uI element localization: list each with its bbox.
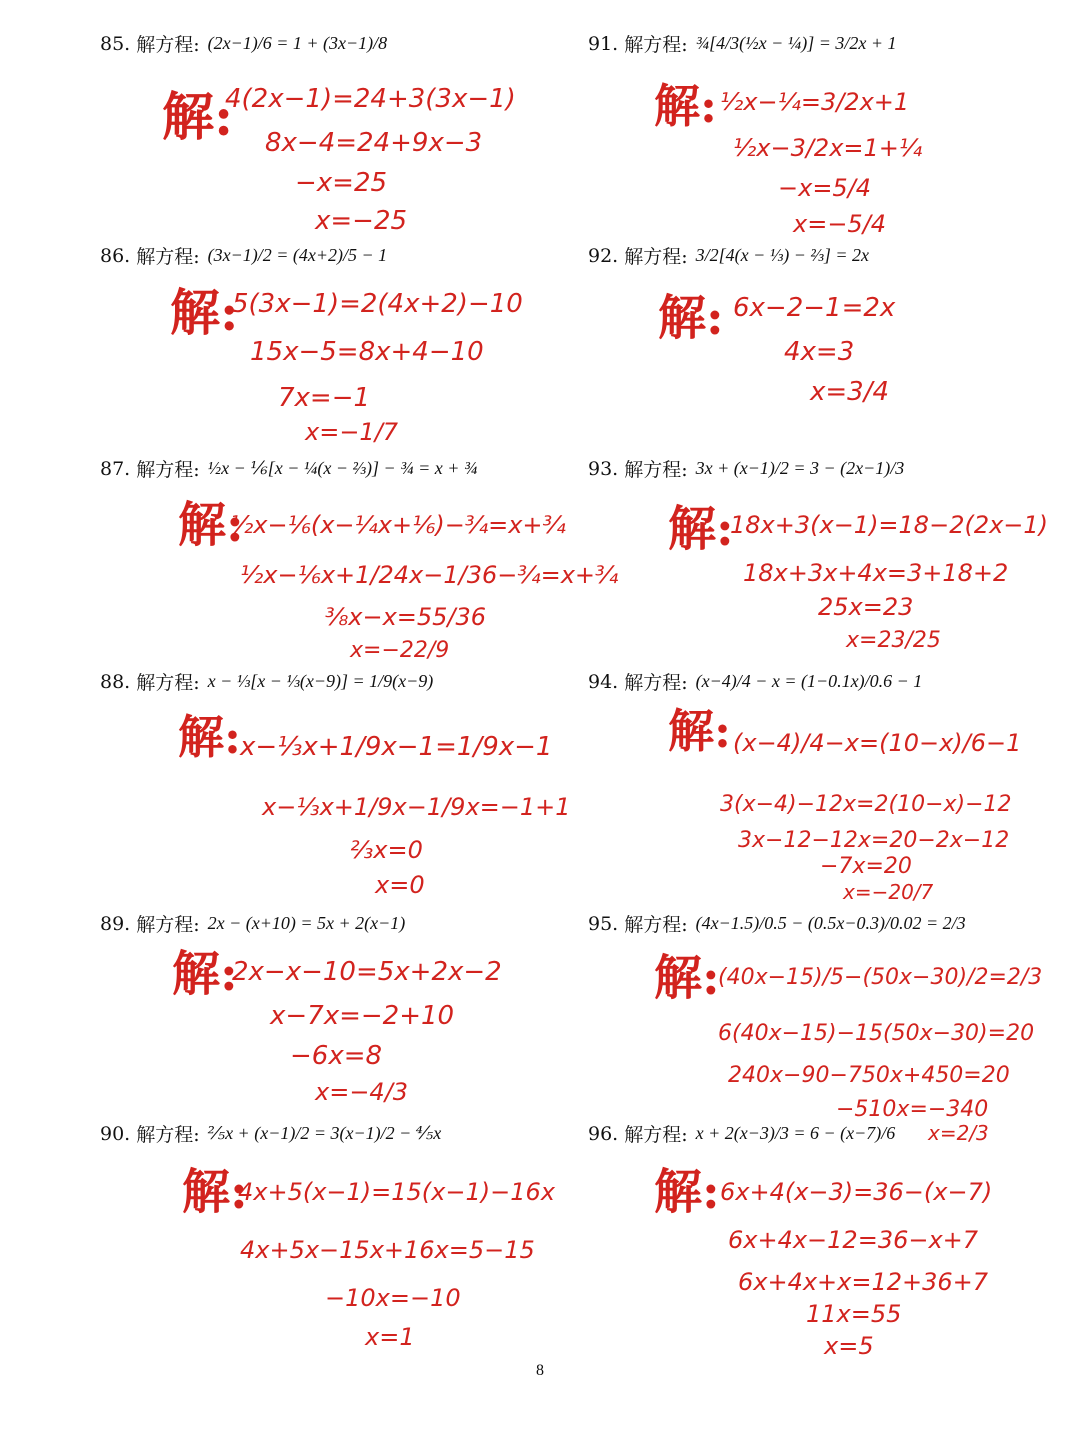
problem-header: [100, 668, 433, 695]
solution-step: 6x+4x+x=12+36+7: [738, 1268, 989, 1296]
problem-label: 解方程:: [624, 1124, 688, 1146]
solution-step: 25x=23: [818, 593, 914, 621]
solution-step: ½x−⅙x+1/24x−1/36−¾=x+¾: [240, 561, 619, 589]
problem-label: 解方程:: [136, 459, 200, 481]
solution-mark: 解:: [654, 79, 717, 133]
solution-step: 6x−2−1=2x: [733, 293, 896, 323]
problem-number: 92.: [588, 244, 619, 267]
solution-mark: 解:: [668, 501, 734, 557]
solution-step: −7x=20: [820, 854, 912, 879]
equation: ¾[4/3(½x − ¼)] = 3/2x + 1: [695, 33, 897, 53]
handwritten-solution: [100, 1150, 560, 1360]
equation: (3x−1)/2 = (4x+2)/5 − 1: [207, 245, 388, 265]
problem-header: [588, 910, 966, 937]
solution-step: ⅜x−x=55/36: [325, 603, 487, 631]
handwritten-solution: [588, 1150, 1048, 1360]
solution-step: (x−4)/4−x=(10−x)/6−1: [733, 729, 1022, 757]
solution-step: 5(3x−1)=2(4x+2)−10: [232, 289, 523, 319]
solution-step: x=0: [375, 871, 425, 899]
solution-mark: 解:: [170, 283, 239, 342]
solution-mark: 解:: [658, 290, 724, 346]
equation: ½x − ⅙[x − ¼(x − ⅔)] − ¾ = x + ¾: [207, 458, 478, 478]
page-number: 8: [536, 1362, 544, 1379]
problem-header: [588, 1120, 895, 1147]
solution-step: x=2/3: [928, 1121, 989, 1145]
problem-label: 解方程:: [136, 1124, 200, 1146]
solution-step: (40x−15)/5−(50x−30)/2=2/3: [718, 965, 1043, 990]
solution-step: x−⅓x+1/9x−1=1/9x−1: [240, 732, 553, 762]
problem-number: 89.: [100, 912, 131, 935]
solution-step: 18x+3x+4x=3+18+2: [743, 559, 1009, 587]
solution-mark: 解:: [162, 87, 234, 148]
solution-step: 3x−12−12x=20−2x−12: [738, 828, 1010, 853]
solution-mark: 解:: [178, 497, 244, 553]
problem-label: 解方程:: [624, 672, 688, 694]
solution-step: ⅔x=0: [350, 836, 423, 864]
equation: 2x − (x+10) = 5x + 2(x−1): [207, 913, 406, 933]
equation: 3x + (x−1)/2 = 3 − (2x−1)/3: [695, 458, 905, 478]
solution-step: x−7x=−2+10: [270, 1001, 455, 1031]
solution-step: 15x−5=8x+4−10: [250, 337, 484, 367]
problem-header: [588, 668, 922, 695]
problem-label: 解方程:: [136, 672, 200, 694]
solution-step: 6x+4(x−3)=36−(x−7): [720, 1178, 993, 1206]
solution-step: x=−5/4: [793, 210, 887, 238]
solution-step: 2x−x−10=5x+2x−2: [232, 957, 502, 987]
solution-step: 8x−4=24+9x−3: [265, 128, 483, 158]
problem-label: 解方程:: [624, 34, 688, 56]
solution-step: −6x=8: [290, 1041, 383, 1071]
problem-number: 90.: [100, 1122, 131, 1145]
solution-step: 4(2x−1)=24+3(3x−1): [225, 84, 516, 114]
solution-step: −x=5/4: [778, 174, 872, 202]
problem-label: 解方程:: [624, 246, 688, 268]
solution-step: 240x−90−750x+450=20: [728, 1063, 1010, 1088]
solution-mark: 解:: [182, 1164, 248, 1220]
problem-number: 91.: [588, 32, 619, 55]
solution-step: −510x=−340: [836, 1097, 989, 1122]
equation: 3/2[4(x − ⅓) − ⅔] = 2x: [695, 245, 870, 265]
problem-number: 93.: [588, 457, 619, 480]
problem-number: 94.: [588, 670, 619, 693]
problem-header: [100, 455, 477, 482]
solution-step: 4x+5(x−1)=15(x−1)−16x: [238, 1178, 555, 1206]
solution-step: x=−25: [315, 206, 408, 236]
solution-step: ½x−3/2x=1+¼: [733, 134, 923, 162]
handwritten-solution: [100, 940, 560, 1150]
solution-mark: 解:: [172, 946, 238, 1002]
problem-label: 解方程:: [136, 246, 200, 268]
problem-header: [100, 910, 405, 937]
solution-step: 4x=3: [784, 337, 855, 367]
equation: ⅖x + (x−1)/2 = 3(x−1)/2 − ⅘x: [207, 1123, 442, 1143]
solution-step: −x=25: [295, 168, 388, 198]
problem-header: [588, 242, 869, 269]
solution-step: 6x+4x−12=36−x+7: [728, 1226, 979, 1254]
solution-step: 7x=−1: [278, 383, 371, 413]
problem-label: 解方程:: [136, 34, 200, 56]
solution-step: −10x=−10: [325, 1284, 461, 1312]
solution-mark: 解:: [654, 950, 720, 1006]
solution-mark: 解:: [668, 704, 731, 758]
solution-step: ½x−⅙(x−¼x+⅙)−¾=x+¾: [230, 511, 566, 539]
solution-step: 6(40x−15)−15(50x−30)=20: [718, 1021, 1035, 1046]
solution-step: 3(x−4)−12x=2(10−x)−12: [720, 792, 1012, 817]
problem-number: 96.: [588, 1122, 619, 1145]
handwritten-solution: [588, 703, 1048, 913]
solution-mark: 解:: [178, 710, 241, 764]
solution-step: x=5: [824, 1332, 874, 1360]
problem-label: 解方程:: [624, 914, 688, 936]
problem-header: [100, 242, 387, 269]
problem-number: 87.: [100, 457, 131, 480]
solution-step: x=1: [365, 1323, 415, 1351]
solution-step: x=−1/7: [305, 418, 399, 446]
solution-step: 18x+3(x−1)=18−2(2x−1): [730, 511, 1049, 539]
problem-label: 解方程:: [136, 914, 200, 936]
equation: (2x−1)/6 = 1 + (3x−1)/8: [207, 33, 388, 53]
problem-header: [100, 1120, 441, 1147]
handwritten-solution: [588, 940, 1048, 1150]
equation: x + 2(x−3)/3 = 6 − (x−7)/6: [695, 1123, 896, 1143]
problem-header: [100, 30, 387, 57]
solution-step: ½x−¼=3/2x+1: [720, 88, 910, 116]
problem-number: 85.: [100, 32, 131, 55]
handwritten-solution: [100, 703, 571, 913]
problem-header: [588, 455, 904, 482]
problem-number: 88.: [100, 670, 131, 693]
solution-mark: 解:: [654, 1164, 720, 1220]
equation: (x−4)/4 − x = (1−0.1x)/0.6 − 1: [695, 671, 923, 691]
problem-header: [588, 30, 897, 57]
solution-step: x=−4/3: [315, 1078, 409, 1106]
problem-label: 解方程:: [624, 459, 688, 481]
solution-step: x=3/4: [810, 377, 890, 407]
solution-step: 11x=55: [806, 1300, 902, 1328]
equation: x − ⅓[x − ⅓(x−9)] = 1/9(x−9): [207, 671, 434, 691]
problem-number: 86.: [100, 244, 131, 267]
solution-step: x=23/25: [846, 628, 941, 653]
problem-number: 95.: [588, 912, 619, 935]
solution-step: x=−20/7: [843, 880, 934, 904]
solution-step: x=−22/9: [350, 638, 450, 663]
solution-step: 4x+5x−15x+16x=5−15: [240, 1236, 535, 1264]
solution-step: x−⅓x+1/9x−1/9x=−1+1: [262, 793, 571, 821]
equation: (4x−1.5)/0.5 − (0.5x−0.3)/0.02 = 2/3: [695, 913, 966, 933]
